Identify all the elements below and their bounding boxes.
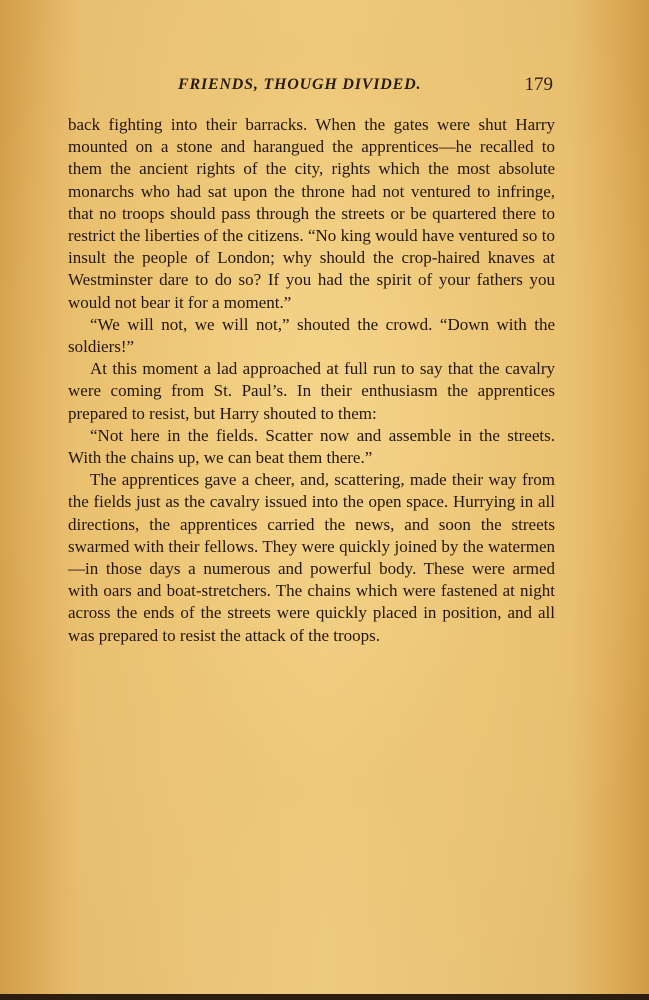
page-number: 179 <box>524 74 553 95</box>
paragraph: “Not here in the fields. Scatter now and assemble in the streets. With the chains up, we can beat them there.” <box>68 425 555 468</box>
paragraph: At this moment a lad approached at full run to say that the cavalry were coming from St. Paul’s. In their enthusiasm the apprentices prepared to resist, but Harry shouted to them: <box>68 359 555 423</box>
paragraph: The apprentices gave a cheer, and, scattering, made their way from the fields just as the cavalry issued into the open space. Hurrying in all directions, the apprentices carried the news, and soon the streets swarmed with their fellows. They were quickly joined by the watermen—in those days a numerous and powerful body. These were armed with oars and boat-stretchers. The chains which were fastened at night across the ends of the streets were quickly placed in position, and all was prepared to resist the attack of the troops. <box>68 470 555 645</box>
body-text <box>68 114 555 647</box>
paragraph: back fighting into their barracks. When the gates were shut Harry mounted on a stone and harangued the apprentices—he recalled to them the ancient rights of the city, rights which the most absolute monarchs who had sat upon the throne had not ventured to infringe, that no troops should pass through the streets or be quartered there to restrict the liberties of the citizens. “No king would have ventured so to insult the people of London; why should the crop-haired knaves at Westminster dare to do so? If you had the spirit of your fathers you would not bear it for a moment.” <box>68 115 555 312</box>
paragraph: “We will not, we will not,” shouted the crowd. “Down with the soldiers!” <box>68 314 555 357</box>
page-header <box>68 74 555 102</box>
page-bottom-edge <box>0 994 649 1000</box>
running-title: FRIENDS, THOUGH DIVIDED. <box>178 76 422 93</box>
